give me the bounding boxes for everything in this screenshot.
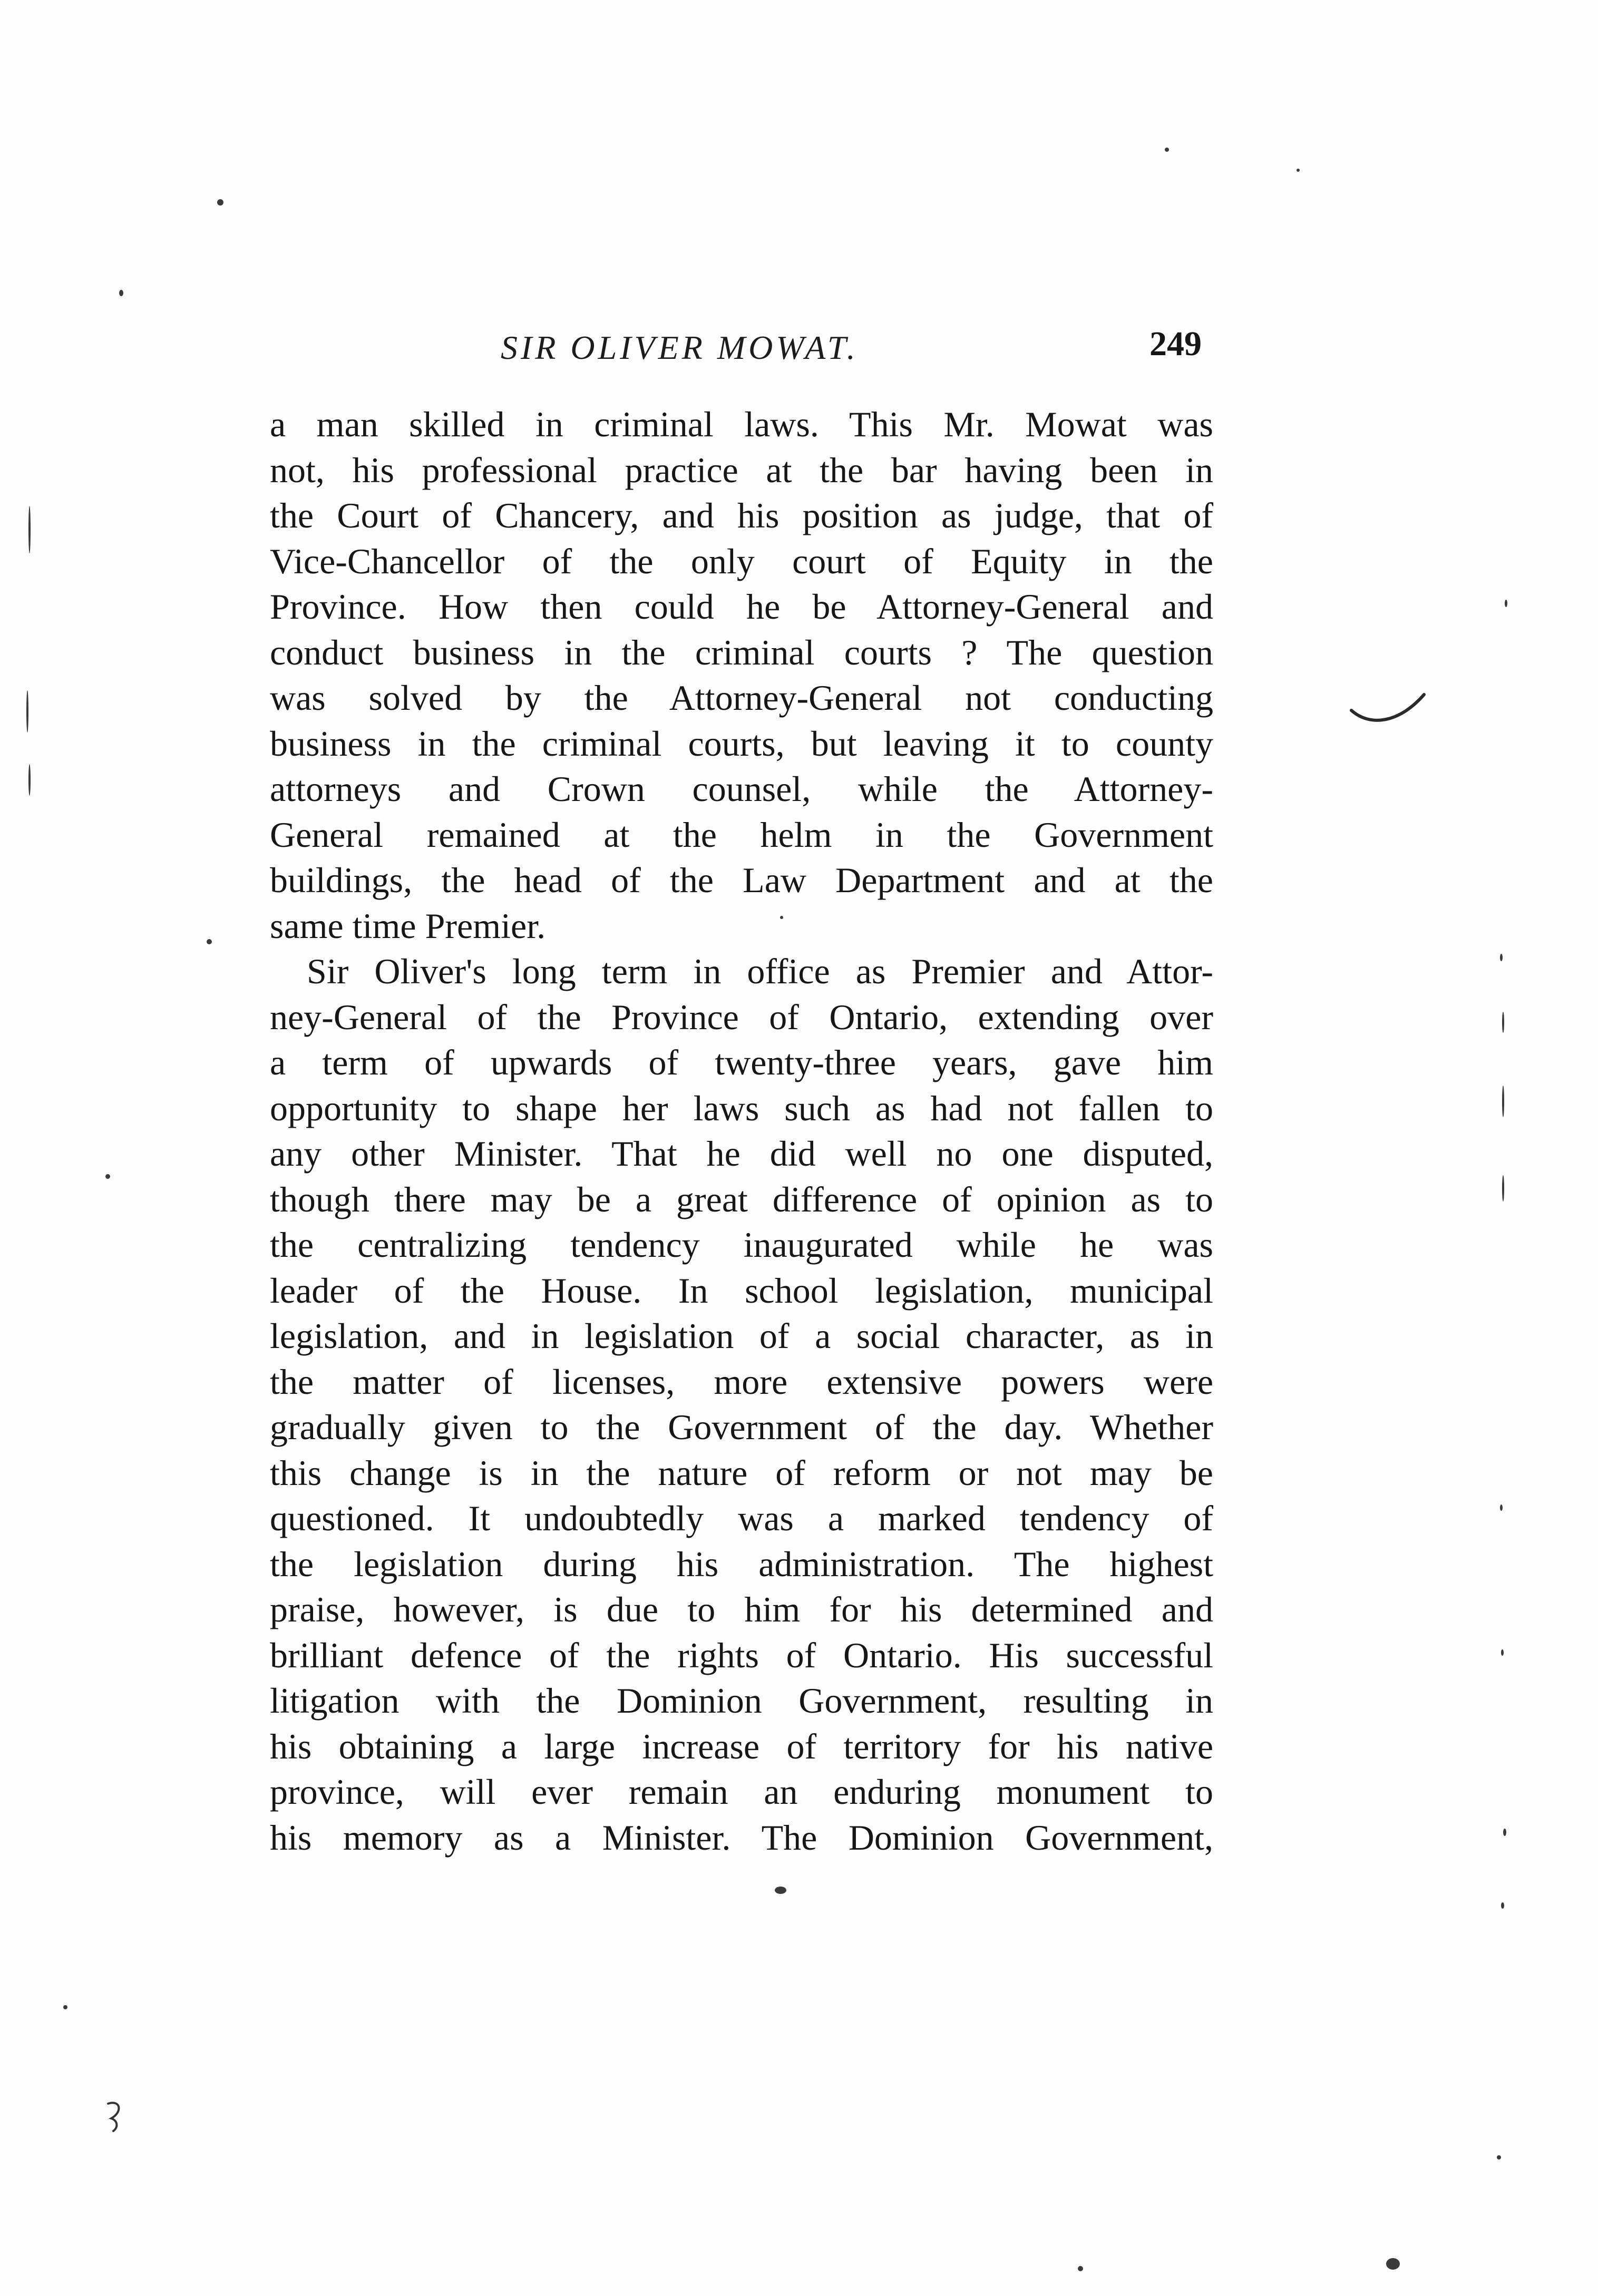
- stray-mark: [103, 2097, 129, 2134]
- scan-speck: [1497, 2155, 1501, 2160]
- pencil-mark: [1349, 690, 1428, 732]
- text-line: questioned. It undoubtedly was a marked tendency of: [270, 1498, 1213, 1538]
- text-line: the Court of Chancery, and his position as judge, that of: [270, 495, 1213, 535]
- scan-speck: [1501, 1649, 1504, 1656]
- text-line: opportunity to shape her laws such as had not fallen to: [270, 1088, 1213, 1128]
- scan-speck: [1165, 148, 1169, 152]
- scan-speck: [217, 199, 223, 206]
- scan-speck: [1503, 1829, 1506, 1836]
- text-line: province, will ever remain an enduring monument to: [270, 1772, 1213, 1812]
- text-line: the centralizing tendency inaugurated while he was: [270, 1225, 1213, 1265]
- text-line: his obtaining a large increase of territory for his native: [270, 1726, 1213, 1766]
- text-line: conduct business in the criminal courts ? The question: [270, 632, 1213, 672]
- running-title: SIR OLIVER MOWAT.: [501, 329, 859, 366]
- scan-speck: [1502, 1012, 1504, 1033]
- scan-speck: [1501, 1902, 1504, 1909]
- text-line: attorneys and Crown counsel, while the Attorney-: [270, 769, 1213, 809]
- text-line: leader of the House. In school legislation, municipal: [270, 1270, 1213, 1311]
- scan-speck: [1297, 169, 1300, 172]
- text-line: praise, however, is due to him for his determined and: [270, 1589, 1213, 1629]
- scan-speck: [775, 1887, 786, 1894]
- text-line: General remained at the helm in the Government: [270, 814, 1213, 855]
- scan-speck: [63, 2005, 67, 2009]
- scan-speck: [28, 506, 31, 553]
- text-line: ney-General of the Province of Ontario, extending over: [270, 996, 1213, 1037]
- scan-speck: [1500, 954, 1503, 961]
- text-line: a term of upwards of twenty-three years, gave him: [270, 1042, 1213, 1082]
- text-line: the legislation during his administration. The highest: [270, 1543, 1213, 1584]
- text-line: not, his professional practice at the bar having been in: [270, 450, 1213, 490]
- text-line: brilliant defence of the rights of Ontario. His successful: [270, 1635, 1213, 1675]
- text-line: his memory as a Minister. The Dominion Government,: [270, 1817, 1213, 1858]
- text-line: the matter of licenses, more extensive powers were: [270, 1361, 1213, 1402]
- page-number: 249: [1149, 325, 1202, 363]
- text-line: any other Minister. That he did well no one disputed,: [270, 1134, 1213, 1174]
- text-line: litigation with the Dominion Government, resulting in: [270, 1681, 1213, 1721]
- scan-speck: [1078, 2266, 1083, 2271]
- scan-speck: [1505, 600, 1507, 607]
- text-line: legislation, and in legislation of a social character, as in: [270, 1316, 1213, 1356]
- body-text: [270, 402, 1213, 1860]
- text-line: buildings, the head of the Law Department and at the: [270, 860, 1213, 900]
- scan-speck: [207, 939, 212, 944]
- text-line: this change is in the nature of reform or not may be: [270, 1452, 1213, 1493]
- text-line: Province. How then could he be Attorney-General and: [270, 587, 1213, 627]
- text-line: though there may be a great difference of opinion as to: [270, 1179, 1213, 1219]
- scan-speck: [1500, 1504, 1503, 1511]
- text-line: Vice-Chancellor of the only court of Equity in the: [270, 541, 1213, 581]
- text-line: business in the criminal courts, but leaving it to county: [270, 723, 1213, 764]
- text-line: a man skilled in criminal laws. This Mr. Mowat was: [270, 404, 1213, 444]
- scan-speck: [105, 1174, 110, 1179]
- page-header: [274, 324, 1202, 382]
- text-line: Sir Oliver's long term in office as Premier and Attor-: [307, 951, 1213, 991]
- text-line: gradually given to the Government of the day. Whether: [270, 1407, 1213, 1447]
- scan-speck: [1502, 1086, 1504, 1117]
- scan-speck: [1386, 2258, 1400, 2270]
- scan-speck: [26, 690, 28, 732]
- scan-speck: [780, 916, 783, 919]
- text-line: same time Premier.: [270, 905, 546, 946]
- scan-speck: [1502, 1175, 1504, 1201]
- text-line: was solved by the Attorney-General not conducting: [270, 678, 1213, 718]
- scan-speck: [119, 290, 123, 296]
- scan-speck: [28, 764, 31, 796]
